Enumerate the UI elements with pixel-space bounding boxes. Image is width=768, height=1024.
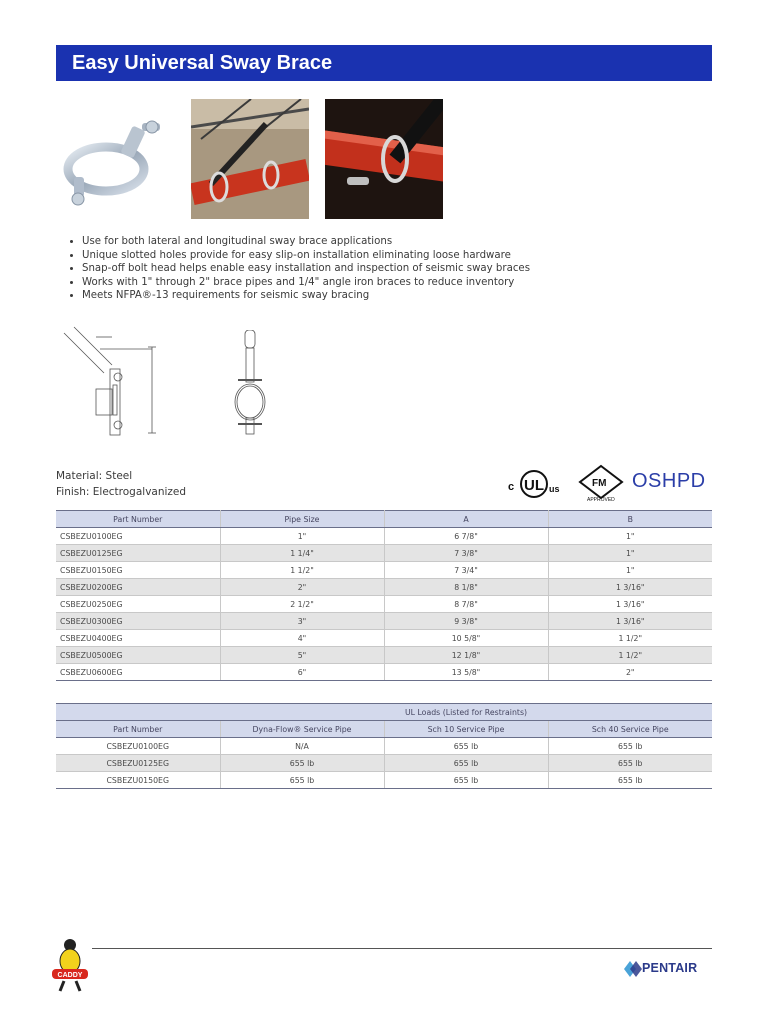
side-view-drawing [60, 325, 160, 440]
cell-pipe-size: 3" [220, 613, 384, 630]
cell-part-number: CSBEZU0125EG [56, 545, 220, 562]
table-row [56, 647, 712, 664]
table-row [56, 772, 712, 789]
pentair-logo: PENTAIR [642, 961, 698, 975]
oshpd-logo: OSHPD [632, 470, 706, 492]
cell-dyna-flow: N/A [220, 738, 384, 755]
table-row [56, 613, 712, 630]
cell-part-number: CSBEZU0100EG [56, 738, 220, 755]
material-text: Material: Steel [56, 470, 133, 482]
header-pipe-size: Pipe Size [220, 511, 384, 528]
cell-a: 13 5/8" [384, 664, 548, 681]
cell-part-number: CSBEZU0250EG [56, 596, 220, 613]
ul-loads-table [56, 703, 712, 789]
cell-dyna-flow: 655 lb [220, 772, 384, 789]
feature-item: • Use for both lateral and longitudinal sway brace applications [82, 235, 682, 249]
fm-approved-text: APPROVED [587, 497, 615, 503]
caddy-logo-text: CADDY [57, 972, 83, 979]
header-a: A [384, 511, 548, 528]
cell-pipe-size: 6" [220, 664, 384, 681]
ul-us-mark: us [549, 484, 560, 494]
cell-pipe-size: 2" [220, 579, 384, 596]
table-row [56, 579, 712, 596]
table-row [56, 545, 712, 562]
header-dyna-flow: Dyna-Flow® Service Pipe [220, 721, 384, 738]
table-header-row [56, 511, 712, 528]
cell-pipe-size: 5" [220, 647, 384, 664]
feature-item: • Snap-off bolt head helps enable easy installation and inspection of seismic sway braces [82, 262, 682, 276]
cell-b: 1 1/2" [548, 647, 712, 664]
group-header-ul-loads: UL Loads (Listed for Restraints) [220, 704, 712, 721]
cell-b: 1 3/16" [548, 613, 712, 630]
installation-photo-2 [325, 99, 443, 219]
header-b: B [548, 511, 712, 528]
cell-sch10: 655 lb [384, 738, 548, 755]
cell-pipe-size: 1" [220, 528, 384, 545]
finish-text: Finish: Electrogalvanized [56, 485, 187, 498]
feature-item: • Meets NFPA®-13 requirements for seismic sway bracing [82, 289, 682, 303]
cell-sch40: 655 lb [548, 738, 712, 755]
cell-pipe-size: 4" [220, 630, 384, 647]
cell-b: 1 3/16" [548, 596, 712, 613]
cell-part-number: CSBEZU0400EG [56, 630, 220, 647]
fm-mark: FM [592, 478, 607, 489]
cell-a: 9 3/8" [384, 613, 548, 630]
header-part-number: Part Number [56, 721, 220, 738]
table-header-row [56, 721, 712, 738]
installation-photo-1 [191, 99, 309, 219]
cell-sch40: 655 lb [548, 772, 712, 789]
dimensions-table [56, 510, 712, 681]
header-sch10: Sch 10 Service Pipe [384, 721, 548, 738]
material-info [56, 469, 186, 500]
cell-b: 1" [548, 562, 712, 579]
cell-a: 8 1/8" [384, 579, 548, 596]
cell-b: 1 1/2" [548, 630, 712, 647]
cell-pipe-size: 1 1/4" [220, 545, 384, 562]
table-row [56, 528, 712, 545]
cell-part-number: CSBEZU0125EG [56, 755, 220, 772]
table-row [56, 630, 712, 647]
cell-sch10: 655 lb [384, 755, 548, 772]
cell-sch10: 655 lb [384, 772, 548, 789]
cell-a: 7 3/4" [384, 562, 548, 579]
cell-b: 1 3/16" [548, 579, 712, 596]
cell-a: 7 3/8" [384, 545, 548, 562]
cell-a: 8 7/8" [384, 596, 548, 613]
cell-a: 12 1/8" [384, 647, 548, 664]
cell-part-number: CSBEZU0600EG [56, 664, 220, 681]
cell-b: 2" [548, 664, 712, 681]
cell-part-number: CSBEZU0150EG [56, 562, 220, 579]
table-row [56, 596, 712, 613]
table-row [56, 562, 712, 579]
cell-pipe-size: 1 1/2" [220, 562, 384, 579]
table-group-header-row [56, 704, 712, 721]
cell-b: 1" [548, 545, 712, 562]
cell-part-number: CSBEZU0300EG [56, 613, 220, 630]
cell-a: 10 5/8" [384, 630, 548, 647]
table-row [56, 738, 712, 755]
front-view-drawing [230, 330, 270, 438]
footer-divider [92, 948, 712, 949]
header-part-number: Part Number [56, 511, 220, 528]
title-bar [56, 45, 712, 81]
feature-list [56, 235, 682, 303]
table-row [56, 664, 712, 681]
feature-item: • Works with 1" through 2" brace pipes and 1/4" angle iron braces to reduce inventory [82, 276, 682, 290]
group-header-spacer [56, 704, 220, 721]
header-sch40: Sch 40 Service Pipe [548, 721, 712, 738]
caddy-logo [50, 935, 90, 995]
feature-item: • Unique slotted holes provide for easy slip-on installation eliminating loose hardware [82, 249, 682, 263]
cell-part-number: CSBEZU0100EG [56, 528, 220, 545]
page-title: Easy Universal Sway Brace [72, 52, 333, 74]
cell-part-number: CSBEZU0200EG [56, 579, 220, 596]
cell-dyna-flow: 655 lb [220, 755, 384, 772]
cell-b: 1" [548, 528, 712, 545]
cell-pipe-size: 2 1/2" [220, 596, 384, 613]
ul-c-mark: c [508, 481, 515, 493]
cell-part-number: CSBEZU0150EG [56, 772, 220, 789]
cell-sch40: 655 lb [548, 755, 712, 772]
product-photo-clamp [56, 99, 176, 219]
ul-mark: UL [524, 477, 544, 494]
table-row [56, 755, 712, 772]
cell-part-number: CSBEZU0500EG [56, 647, 220, 664]
cell-a: 6 7/8" [384, 528, 548, 545]
